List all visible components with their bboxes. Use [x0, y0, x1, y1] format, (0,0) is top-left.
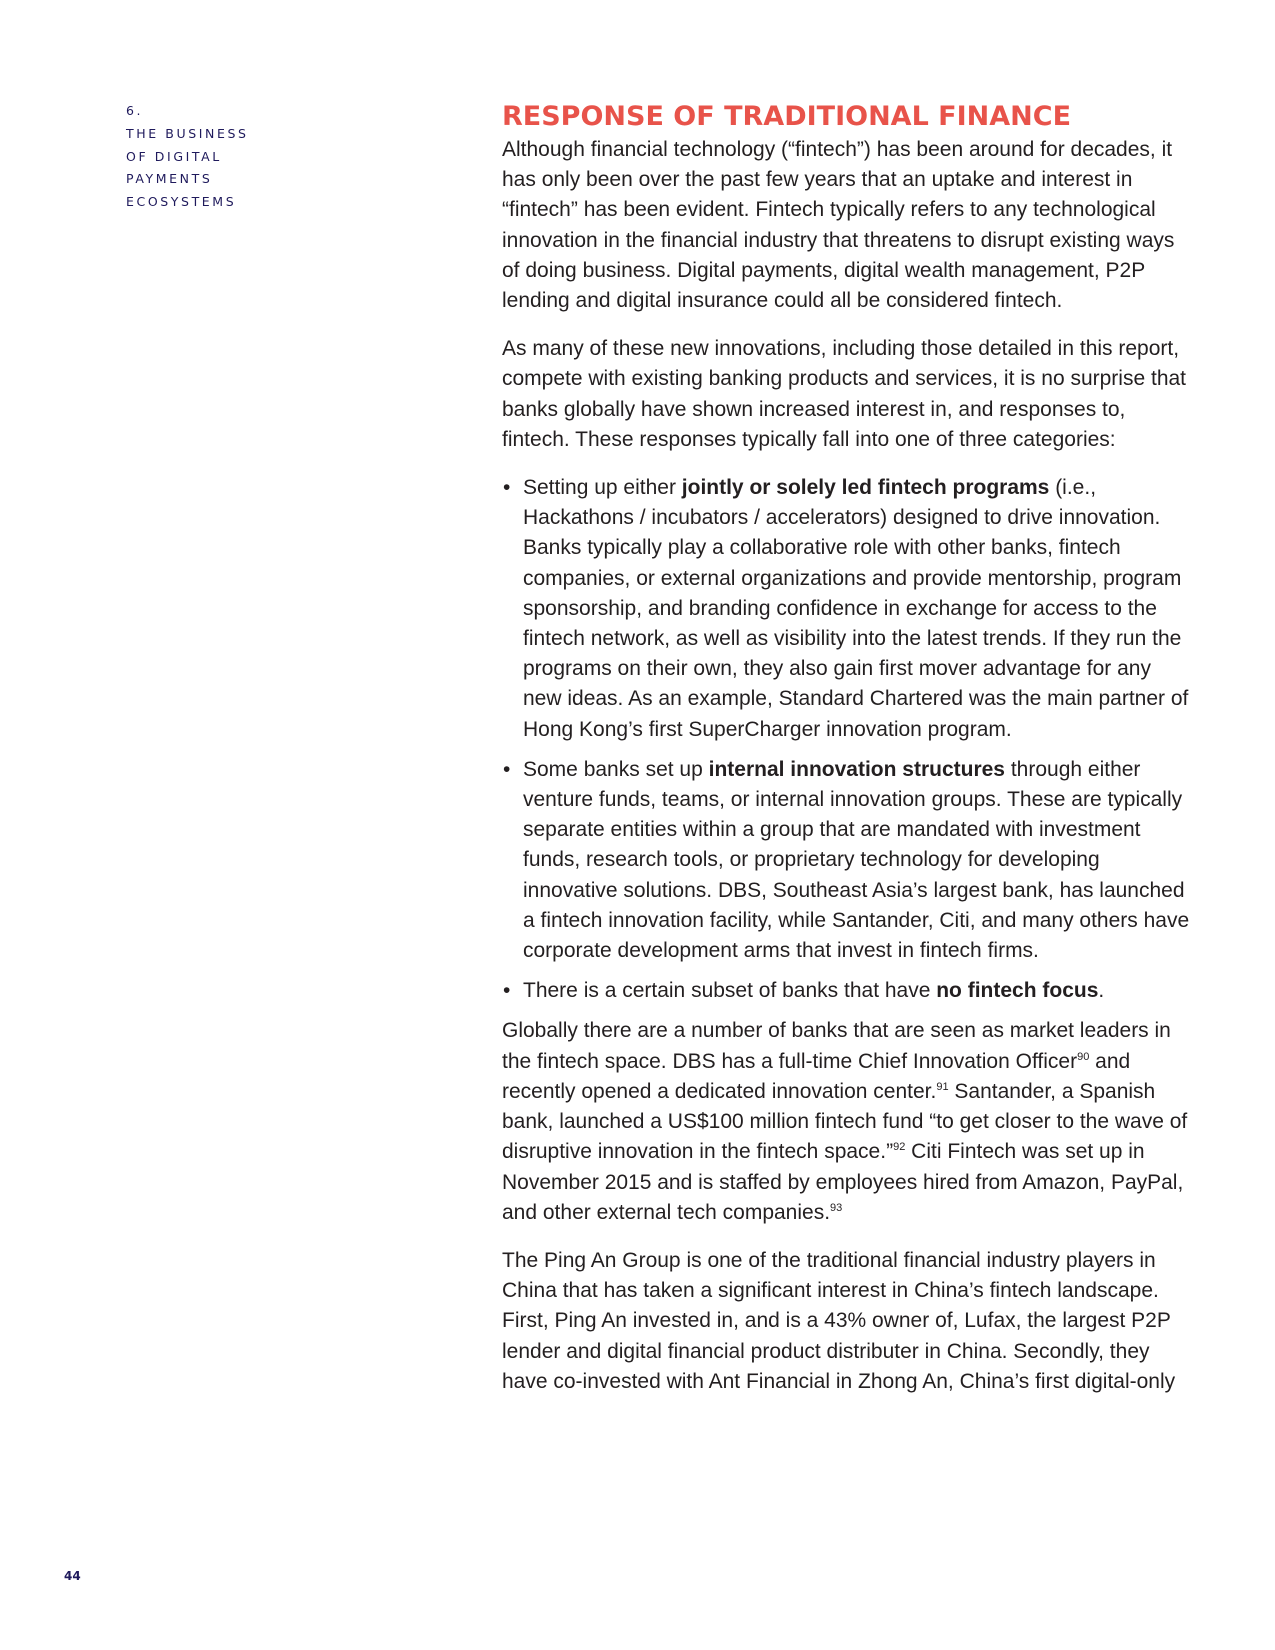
- bullet-icon: •: [503, 979, 511, 1003]
- chapter-title-line-1: THE BUSINESS: [126, 125, 249, 141]
- footnote-ref-90[interactable]: 90: [1077, 1050, 1090, 1063]
- footnote-ref-91[interactable]: 91: [936, 1080, 949, 1093]
- bullet-icon: •: [503, 476, 511, 500]
- footnote-ref-93[interactable]: 93: [830, 1201, 843, 1214]
- paragraph-market-leaders: Globally there are a number of banks that are seen as market leaders in the fintech space. DBS has a full-time Chief Innovation Officer$^{90}$ and recently opened a dedicated innovation center.$^{91}$ Santander, a Spanish bank, launched a US$100 million fintech fund “to get closer to the wave of disruptive innovation in the fintech space.”$^{92}$ Citi Fintech was set up in November 2015 and is staffed by employees hired from Amazon, PayPal, and other external tech companies.$^{93}$: [502, 1019, 1188, 1224]
- list-item: • Some banks set up internal innovation structures through either venture funds, teams, or internal innovation groups. These are typically separate entities within a group that are mandated with investment funds, research tools, or proprietary technology for developing innovative solutions. DBS, Southeast Asia’s largest bank, has launched a fintech innovation facility, while Santander, Citi, and many others have corporate development arms that invest in fintech firms.: [502, 755, 1192, 966]
- bold-term: internal innovation structures: [708, 757, 1005, 781]
- list-item: • There is a certain subset of banks that have no fintech focus.: [502, 976, 1192, 1006]
- footnote-ref-92[interactable]: 92: [893, 1141, 906, 1154]
- chapter-label: [126, 100, 249, 214]
- article-body: [502, 102, 1192, 1397]
- response-categories-list: [502, 473, 1192, 1006]
- paragraph-intro: Although financial technology (“fintech”) has been around for decades, it has only been over the past few years that an uptake and interest in “fintech” has been evident. Fintech typically refers to any technological innovation in the financial industry that threatens to disrupt existing ways of doing business. Digital payments, digital wealth management, P2P lending and digital insurance could all be considered fintech.: [502, 138, 1175, 313]
- chapter-title-line-2: OF DIGITAL: [126, 148, 222, 164]
- paragraph-ping-an: The Ping An Group is one of the traditional financial industry players in China that has taken a significant interest in China’s fintech landscape. First, Ping An invested in, and is a 43% owner of, Lufax, the largest P2P lender and digital financial product distributer in China. Secondly, they have co-invested with Ant Financial in Zhong An, China’s first digital-only: [502, 1248, 1176, 1393]
- chapter-title-line-4: ECOSYSTEMS: [126, 194, 237, 210]
- bold-term: no fintech focus: [936, 979, 1099, 1003]
- section-heading: RESPONSE OF TRADITIONAL FINANCE: [502, 101, 1072, 132]
- bullet-icon: •: [503, 757, 511, 781]
- paragraph-categories: As many of these new innovations, including those detailed in this report, compete with existing banking products and services, it is no surprise that banks globally have shown increased interest in, and responses to, fintech. These responses typically fall into one of three categories:: [502, 337, 1187, 451]
- bold-term: jointly or solely led fintech programs: [681, 476, 1050, 500]
- page-number: 44: [64, 1569, 81, 1583]
- list-item: • Setting up either jointly or solely led fintech programs (i.e., Hackathons / incubators / accelerators) designed to drive innovation. Banks typically play a collaborative role with other banks, fintech companies, or external organizations and provide mentorship, program sponsorship, and branding confidence in exchange for access to the fintech network, as well as visibility into the latest trends. If they run the programs on their own, they also gain first mover advantage for any new ideas. As an example, Standard Chartered was the main partner of Hong Kong’s first SuperCharger innovation program.: [502, 473, 1192, 745]
- chapter-number: 6.: [126, 103, 144, 118]
- chapter-title-line-3: PAYMENTS: [126, 171, 213, 187]
